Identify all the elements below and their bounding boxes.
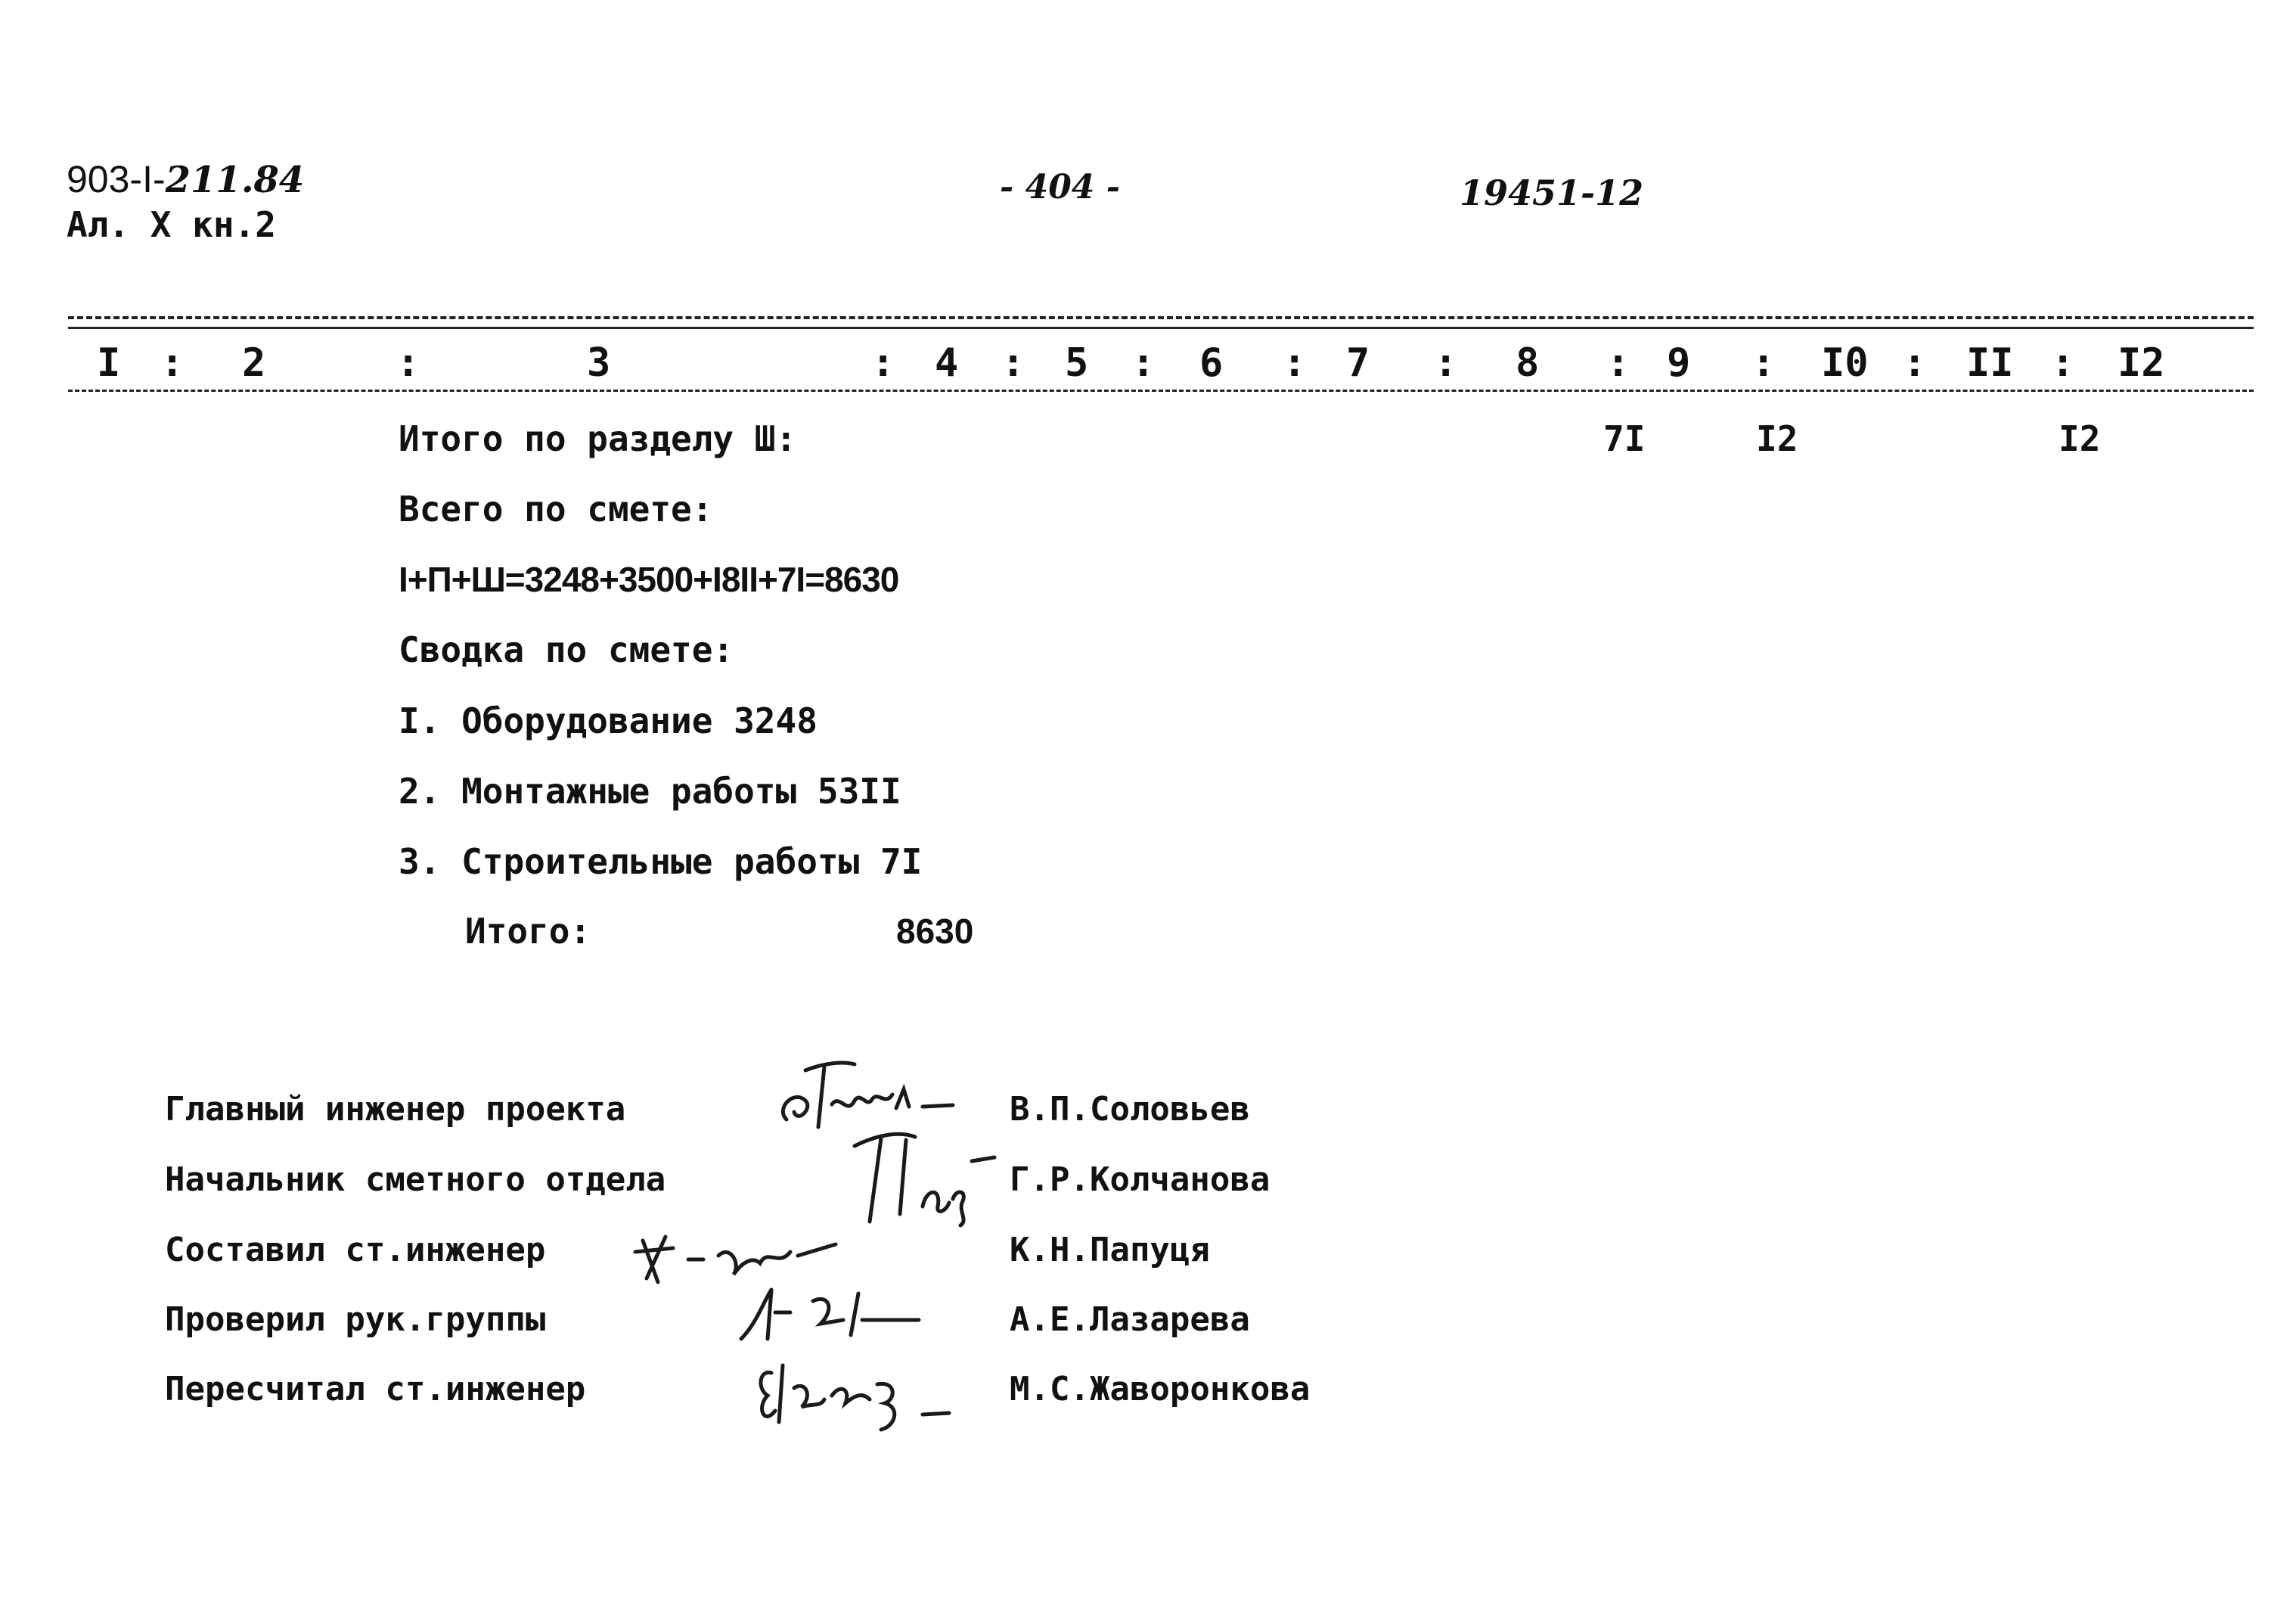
signatory-name: Г.Р.Колчанова bbox=[1010, 1160, 1271, 1199]
section-total-col12: I2 bbox=[2059, 418, 2101, 459]
signature-mark bbox=[839, 1116, 998, 1229]
signature-title: Главный инженер проекта bbox=[165, 1090, 626, 1129]
section-total-col10: I2 bbox=[1756, 418, 1798, 459]
column-separator: : bbox=[1283, 340, 1307, 386]
summary-item: I. Оборудование 3248 bbox=[399, 700, 818, 741]
column-12: I2 bbox=[2118, 340, 2165, 386]
signatory-name: А.Е.Лазарева bbox=[1010, 1300, 1250, 1339]
document-code-handwritten: 211.84 bbox=[165, 159, 305, 201]
top-rule-solid bbox=[68, 327, 2254, 329]
column-separator: : bbox=[1001, 340, 1025, 386]
document-code-printed: 903-I- bbox=[67, 158, 166, 200]
summary-total-label: Итого: bbox=[465, 911, 591, 952]
signatory-name: В.П.Соловьев bbox=[1010, 1090, 1250, 1129]
column-2: 2 bbox=[242, 340, 266, 386]
grand-total-formula: I+П+Ш=3248+3500+I8II+7I=8630 bbox=[399, 560, 899, 599]
album-label: Ал. X кн.2 bbox=[67, 204, 276, 245]
column-separator: : bbox=[160, 340, 185, 386]
signature-title: Составил ст.инженер bbox=[165, 1231, 546, 1269]
column-7: 7 bbox=[1346, 340, 1370, 386]
column-separator: : bbox=[1606, 340, 1630, 386]
column-11: II bbox=[1966, 340, 2014, 386]
signatory-name: М.С.Жаворонкова bbox=[1010, 1370, 1311, 1408]
column-separator: : bbox=[1434, 340, 1458, 386]
column-6: 6 bbox=[1199, 340, 1224, 386]
column-8: 8 bbox=[1516, 340, 1540, 386]
column-5: 5 bbox=[1065, 340, 1089, 386]
column-1: I bbox=[97, 340, 121, 386]
document-code bbox=[67, 160, 304, 199]
column-separator: : bbox=[1131, 340, 1156, 386]
column-separator: : bbox=[871, 340, 895, 386]
header-bottom-rule bbox=[68, 390, 2254, 392]
column-4: 4 bbox=[935, 340, 959, 386]
signature-mark bbox=[730, 1278, 926, 1346]
summary-label: Сводка по смете: bbox=[399, 629, 734, 670]
column-separator: : bbox=[1751, 340, 1776, 386]
column-10: I0 bbox=[1821, 340, 1869, 386]
summary-total-value: 8630 bbox=[896, 911, 974, 951]
summary-item: 2. Монтажные работы 53II bbox=[399, 771, 901, 812]
sheet-number: 19451-12 bbox=[1460, 172, 1644, 213]
signature-title: Проверил рук.группы bbox=[165, 1300, 546, 1339]
top-rule bbox=[68, 316, 2254, 319]
section-total-label: Итого по разделу Ш: bbox=[399, 418, 797, 459]
grand-total-label: Всего по смете: bbox=[399, 489, 713, 529]
signature-title: Пересчитал ст.инженер bbox=[165, 1370, 586, 1408]
column-separator: : bbox=[1903, 340, 1927, 386]
signatory-name: К.Н.Папуця bbox=[1010, 1231, 1210, 1269]
section-total-col9: 7I bbox=[1603, 418, 1646, 459]
page-number: - 404 - bbox=[1000, 168, 1121, 207]
summary-item: 3. Строительные работы 7I bbox=[399, 841, 923, 882]
signature-title: Начальник сметного отдела bbox=[165, 1160, 666, 1199]
column-separator: : bbox=[2051, 340, 2075, 386]
column-separator: : bbox=[396, 340, 420, 386]
column-3: 3 bbox=[587, 340, 611, 386]
column-9: 9 bbox=[1667, 340, 1691, 386]
signature-mark bbox=[749, 1350, 976, 1433]
